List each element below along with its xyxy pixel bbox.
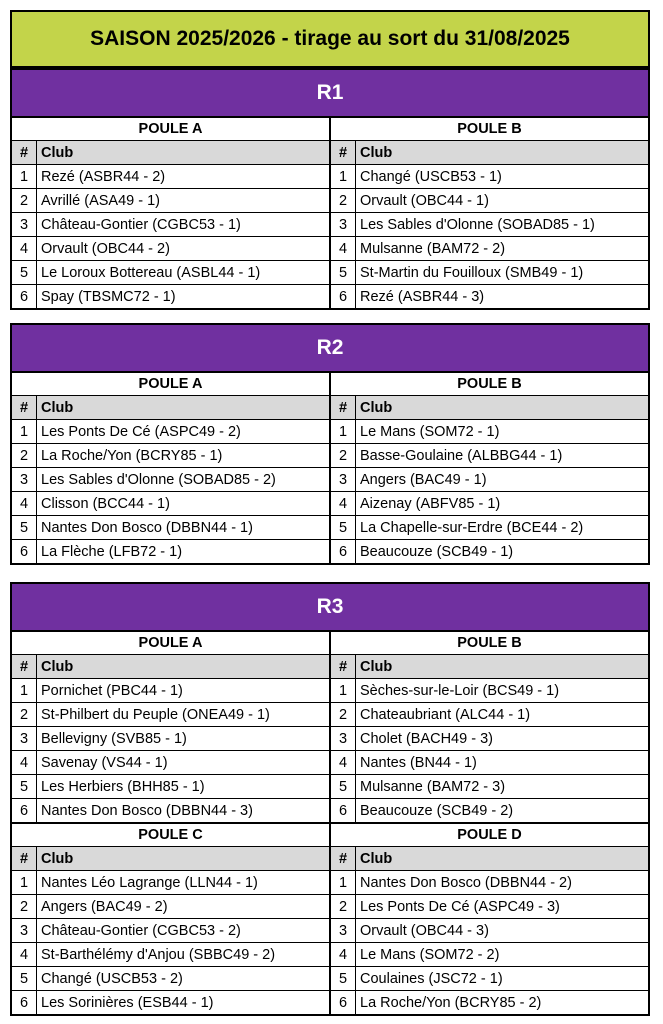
row-number: 6: [12, 285, 37, 308]
table-row: [331, 285, 648, 308]
club-name: Le Mans (SOM72 - 1): [360, 423, 500, 440]
poule-table: [12, 373, 329, 563]
club-name: Orvault (OBC44 - 1): [360, 192, 489, 209]
row-number: 4: [12, 492, 37, 515]
club-name: Les Ponts De Cé (ASPC49 - 3): [360, 898, 560, 915]
table-row: [331, 919, 648, 943]
table-row: [12, 213, 329, 237]
header-num: #: [331, 141, 356, 164]
table-header-row: [12, 141, 329, 165]
header-club: Club: [41, 144, 74, 161]
table-row: [331, 991, 648, 1014]
club-name: Nantes Léo Lagrange (LLN44 - 1): [41, 874, 258, 891]
club-name: Les Herbiers (BHH85 - 1): [41, 778, 205, 795]
table-row: [331, 775, 648, 799]
table-row: [331, 213, 648, 237]
table-row: [12, 189, 329, 213]
table-header-row: [331, 396, 648, 420]
level-block-r1: [10, 68, 650, 310]
table-header-row: [331, 655, 648, 679]
club-name: Avrillé (ASA49 - 1): [41, 192, 160, 209]
table-header-row: [12, 847, 329, 871]
row-number: 6: [331, 991, 356, 1014]
club-name: Château-Gontier (CGBC53 - 2): [41, 922, 241, 939]
club-name: Nantes (BN44 - 1): [360, 754, 477, 771]
poule-title: POULE B: [331, 373, 648, 396]
row-number: 1: [331, 871, 356, 894]
table-row: [331, 189, 648, 213]
row-number: 4: [12, 237, 37, 260]
club-name: La Roche/Yon (BCRY85 - 1): [41, 447, 223, 464]
table-row: [331, 261, 648, 285]
club-name: Basse-Goulaine (ALBBG44 - 1): [360, 447, 563, 464]
table-row: [331, 468, 648, 492]
club-name: Rezé (ASBR44 - 2): [41, 168, 166, 185]
row-number: 6: [12, 540, 37, 563]
row-number: 4: [331, 237, 356, 260]
club-name: St-Martin du Fouilloux (SMB49 - 1): [360, 264, 584, 281]
row-number: 2: [12, 189, 37, 212]
table-header-row: [331, 847, 648, 871]
row-number: 1: [12, 679, 37, 702]
row-number: 2: [331, 189, 356, 212]
poule-pair: [12, 822, 648, 1014]
club-name: St-Philbert du Peuple (ONEA49 - 1): [41, 706, 270, 723]
club-name: Orvault (OBC44 - 3): [360, 922, 489, 939]
table-row: [12, 967, 329, 991]
row-number: 5: [12, 775, 37, 798]
poule-title: POULE B: [331, 632, 648, 655]
row-number: 5: [331, 261, 356, 284]
table-row: [12, 540, 329, 563]
row-number: 3: [331, 468, 356, 491]
row-number: 5: [12, 516, 37, 539]
club-name: Château-Gontier (CGBC53 - 1): [41, 216, 241, 233]
club-name: Nantes Don Bosco (DBBN44 - 1): [41, 519, 253, 536]
row-number: 4: [331, 492, 356, 515]
poule-title: POULE A: [12, 632, 329, 655]
table-row: [12, 775, 329, 799]
row-number: 5: [12, 261, 37, 284]
poule-title: POULE A: [12, 373, 329, 396]
poule-table: [12, 118, 329, 308]
row-number: 1: [12, 871, 37, 894]
table-row: [331, 943, 648, 967]
club-name: Changé (USCB53 - 2): [41, 970, 183, 987]
club-name: Rezé (ASBR44 - 3): [360, 288, 485, 305]
row-number: 5: [331, 775, 356, 798]
table-row: [331, 444, 648, 468]
table-row: [12, 420, 329, 444]
row-number: 3: [12, 468, 37, 491]
club-name: Mulsanne (BAM72 - 2): [360, 240, 506, 257]
header-club: Club: [41, 850, 74, 867]
poule-title: POULE D: [331, 824, 648, 847]
poule-table: [12, 824, 329, 1014]
header-club: Club: [360, 144, 393, 161]
club-name: Cholet (BACH49 - 3): [360, 730, 493, 747]
club-name: Coulaines (JSC72 - 1): [360, 970, 503, 987]
club-name: Nantes Don Bosco (DBBN44 - 2): [360, 874, 572, 891]
club-name: Sèches-sur-le-Loir (BCS49 - 1): [360, 682, 560, 699]
table-row: [331, 165, 648, 189]
row-number: 4: [331, 751, 356, 774]
header-club: Club: [360, 399, 393, 416]
club-name: Savenay (VS44 - 1): [41, 754, 168, 771]
poule-table: [329, 373, 648, 563]
level-block-r2: [10, 323, 650, 565]
row-number: 6: [331, 799, 356, 822]
club-name: La Chapelle-sur-Erdre (BCE44 - 2): [360, 519, 584, 536]
row-number: 6: [331, 285, 356, 308]
table-row: [12, 492, 329, 516]
row-number: 3: [331, 919, 356, 942]
row-number: 5: [331, 516, 356, 539]
level-block-r3: [10, 582, 650, 1016]
table-row: [331, 751, 648, 775]
row-number: 2: [331, 895, 356, 918]
table-row: [331, 799, 648, 822]
club-name: La Roche/Yon (BCRY85 - 2): [360, 994, 542, 1011]
club-name: Les Ponts De Cé (ASPC49 - 2): [41, 423, 241, 440]
header-num: #: [331, 396, 356, 419]
poule-pair: [12, 373, 648, 563]
table-row: [331, 967, 648, 991]
table-header-row: [331, 141, 648, 165]
table-row: [12, 444, 329, 468]
club-name: Angers (BAC49 - 1): [360, 471, 487, 488]
row-number: 3: [12, 727, 37, 750]
poule-pair: [12, 118, 648, 308]
header-num: #: [12, 655, 37, 678]
table-row: [12, 991, 329, 1014]
table-row: [331, 540, 648, 563]
header-club: Club: [360, 850, 393, 867]
header-num: #: [12, 141, 37, 164]
table-row: [12, 895, 329, 919]
table-row: [12, 799, 329, 822]
row-number: 2: [12, 444, 37, 467]
poule-table: [329, 824, 648, 1014]
table-row: [12, 751, 329, 775]
header-num: #: [331, 847, 356, 870]
table-row: [331, 895, 648, 919]
table-row: [12, 468, 329, 492]
row-number: 3: [12, 919, 37, 942]
table-row: [331, 703, 648, 727]
header-num: #: [331, 655, 356, 678]
table-row: [331, 679, 648, 703]
row-number: 6: [331, 540, 356, 563]
table-row: [331, 727, 648, 751]
row-number: 2: [12, 895, 37, 918]
club-name: Les Sables d'Olonne (SOBAD85 - 2): [41, 471, 276, 488]
club-name: Mulsanne (BAM72 - 3): [360, 778, 506, 795]
club-name: Nantes Don Bosco (DBBN44 - 3): [41, 802, 253, 819]
table-header-row: [12, 396, 329, 420]
row-number: 1: [331, 679, 356, 702]
row-number: 5: [331, 967, 356, 990]
table-row: [12, 261, 329, 285]
club-name: St-Barthélémy d'Anjou (SBBC49 - 2): [41, 946, 276, 963]
table-row: [12, 919, 329, 943]
table-row: [12, 703, 329, 727]
row-number: 3: [331, 727, 356, 750]
club-name: Orvault (OBC44 - 2): [41, 240, 170, 257]
club-name: Bellevigny (SVB85 - 1): [41, 730, 187, 747]
row-number: 2: [331, 444, 356, 467]
poule-table: [329, 632, 648, 822]
club-name: Les Sables d'Olonne (SOBAD85 - 1): [360, 216, 595, 233]
row-number: 4: [12, 943, 37, 966]
row-number: 5: [12, 967, 37, 990]
table-row: [12, 516, 329, 540]
poule-title: POULE C: [12, 824, 329, 847]
club-name: Le Loroux Bottereau (ASBL44 - 1): [41, 264, 261, 281]
table-row: [12, 943, 329, 967]
row-number: 3: [331, 213, 356, 236]
table-row: [12, 679, 329, 703]
poule-title: POULE B: [331, 118, 648, 141]
table-header-row: [12, 655, 329, 679]
header-club: Club: [360, 658, 393, 675]
table-row: [12, 237, 329, 261]
table-row: [331, 516, 648, 540]
table-row: [331, 871, 648, 895]
table-row: [12, 165, 329, 189]
row-number: 3: [12, 213, 37, 236]
club-name: Beaucouze (SCB49 - 1): [360, 543, 514, 560]
club-name: La Flèche (LFB72 - 1): [41, 543, 183, 560]
row-number: 2: [12, 703, 37, 726]
club-name: Beaucouze (SCB49 - 2): [360, 802, 514, 819]
table-row: [12, 727, 329, 751]
level-title: R2: [12, 325, 648, 373]
poule-title: POULE A: [12, 118, 329, 141]
row-number: 4: [12, 751, 37, 774]
header-club: Club: [41, 658, 74, 675]
row-number: 1: [12, 165, 37, 188]
poule-pair: [12, 632, 648, 822]
header-num: #: [12, 847, 37, 870]
club-name: Chateaubriant (ALC44 - 1): [360, 706, 531, 723]
table-row: [331, 237, 648, 261]
row-number: 2: [331, 703, 356, 726]
poule-table: [12, 632, 329, 822]
level-title: R1: [12, 70, 648, 118]
club-name: Aizenay (ABFV85 - 1): [360, 495, 501, 512]
club-name: Changé (USCB53 - 1): [360, 168, 502, 185]
row-number: 6: [12, 799, 37, 822]
row-number: 1: [331, 165, 356, 188]
club-name: Spay (TBSMC72 - 1): [41, 288, 176, 305]
row-number: 1: [331, 420, 356, 443]
level-title: R3: [12, 584, 648, 632]
row-number: 6: [12, 991, 37, 1014]
poule-table: [329, 118, 648, 308]
club-name: Le Mans (SOM72 - 2): [360, 946, 500, 963]
header-club: Club: [41, 399, 74, 416]
row-number: 4: [331, 943, 356, 966]
club-name: Angers (BAC49 - 2): [41, 898, 168, 915]
club-name: Pornichet (PBC44 - 1): [41, 682, 183, 699]
club-name: Clisson (BCC44 - 1): [41, 495, 170, 512]
club-name: Les Sorinières (ESB44 - 1): [41, 994, 214, 1011]
table-row: [331, 420, 648, 444]
page-title: SAISON 2025/2026 - tirage au sort du 31/08/2025: [10, 10, 650, 68]
table-row: [12, 285, 329, 308]
row-number: 1: [12, 420, 37, 443]
header-num: #: [12, 396, 37, 419]
table-row: [331, 492, 648, 516]
table-row: [12, 871, 329, 895]
